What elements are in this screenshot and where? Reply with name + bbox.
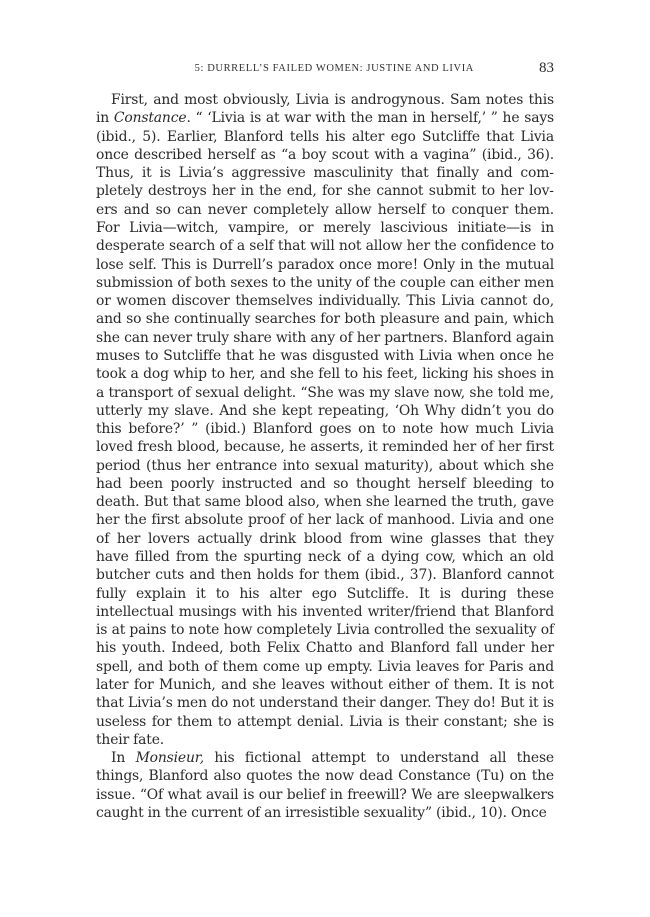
paragraph <box>96 749 554 822</box>
italic-title-constance: Constance <box>113 110 187 127</box>
text-run: First, and most obviously, Livia is androgynous. Sam notes this in <box>96 92 554 127</box>
italic-title-monsieur: Monsieur, <box>135 750 205 767</box>
text-run: his fictional attempt to understand all these things, Blanford also quotes the now dead Constance (Tu) on the issue. “Of what avail is our belief in freewill? We are sleepwalkers caught in the current of an irresistible sexuality” (ibid., 10). Once <box>96 750 555 821</box>
running-head <box>96 60 554 80</box>
text-run: . “ ‘Livia is at war with the man in herself,’ ” he says (ibid., 5). Earlier, Blanford tells his alter ego Sutcliffe that Livia once described herself as “a boy scout with a vagina” (ibid., 36). Thus, it is Livia’s aggressive masculinity that finally and completely destroys her in the end, for she cannot submit to her lovers and so can never completely allow herself to conquer them. For Livia—witch, vampire, or merely lascivious initiate—is in desperate search of a self that will not allow her the confidence to lose self. This is Durrell’s paradox once more! Only in the mutual submission of both sexes to the unity of the couple can either men or women discover themselves individually. This Livia cannot do, and so she continually searches for both pleasure and pain, which she can never truly share with any of her partners. Blanford again muses to Sutcliffe that he was disgusted with Livia when once he took a dog whip to her, and she fell to his feet, licking his shoes in a transport of sexual delight. “She was my slave now, she told me, utterly my slave. And she kept repeating, ‘Oh Why didn’t you do this before?’ ” (ibid.) Blanford goes on to note how much Livia loved fresh blood, because, he asserts, it reminded her of her first period (thus her entrance into sexual maturity), about which she had been poorly instructed and so thought herself bleeding to death. But that same blood also, when she learned the truth, gave her the first absolute proof of her lack of manhood. Livia and one of her lovers actually drink blood from wine glasses that they have filled from the spurting neck of a dying cow, which an old butcher cuts and then holds for them (ibid., 37). Blanford cannot fully explain it to his alter ego Sutcliffe. It is during these intellectual musings with his invented writer/friend that Blanford is at pains to note how completely Livia controlled the sexuality of his youth. Indeed, both Felix Chatto and Blanford fall under her spell, and both of them come up empty. Livia leaves for Paris and later for Munich, and she leaves without either of them. It is not that Livia’s men do not understand their danger. They do! But it is useless for them to attempt denial. Livia is their constant; she is their fate. <box>96 110 554 748</box>
text-run: In <box>111 750 136 767</box>
body-text <box>96 91 554 822</box>
running-title: 5: DURRELL’S FAILED WOMEN: JUSTINE AND LIVIA <box>194 63 474 74</box>
paragraph <box>96 91 554 749</box>
page-number: 83 <box>539 60 554 76</box>
